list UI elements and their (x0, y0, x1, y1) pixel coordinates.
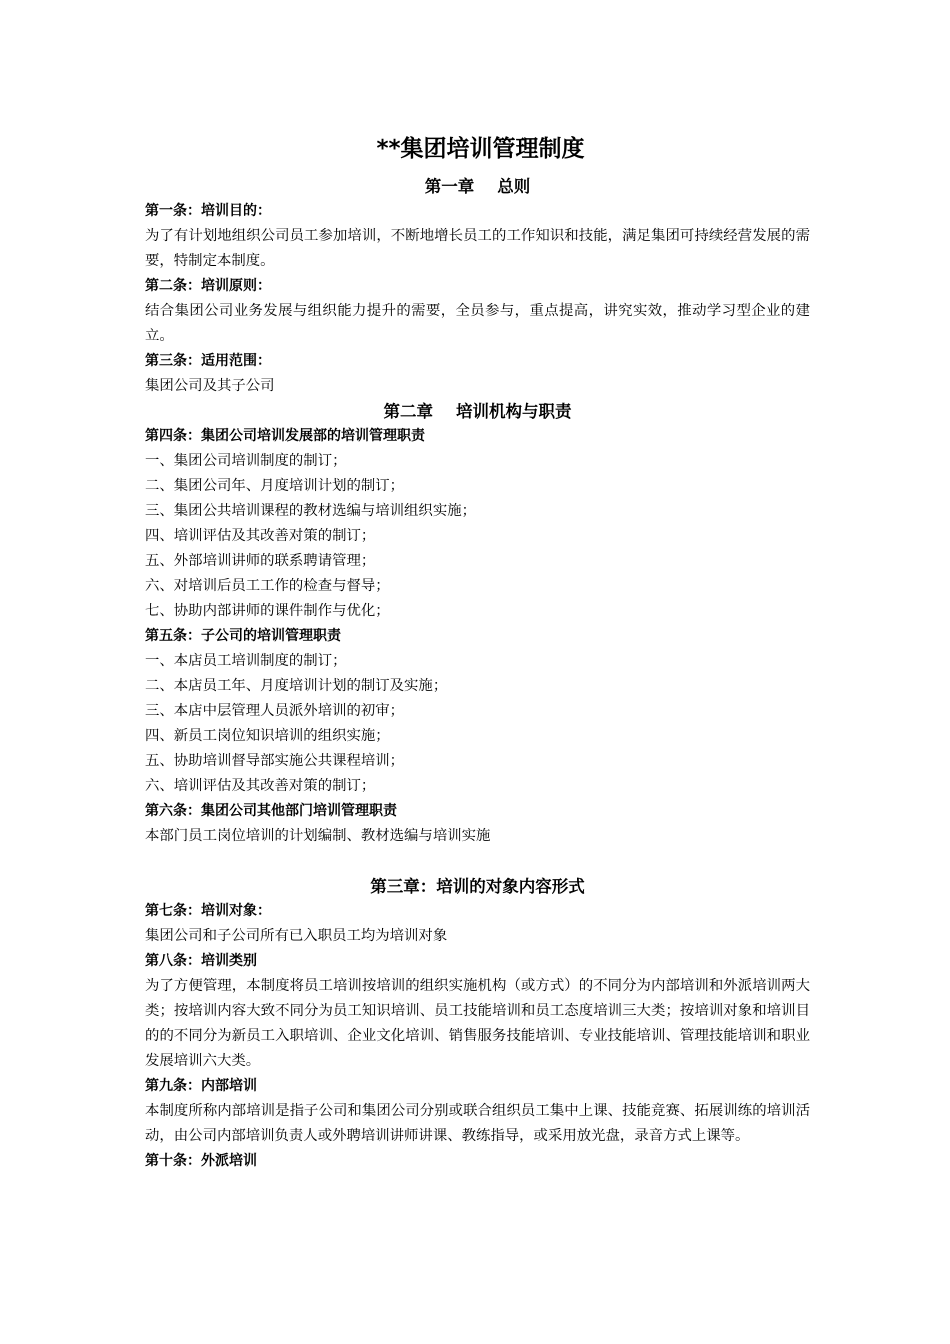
list-item: 二、集团公司年、月度培训计划的制订； (145, 478, 405, 494)
article-9-text: 本制度所称内部培训是指子公司和集团公司分别或联合组织员工集中上课、技能竞赛、拓展训练的培训活动，由公司内部培训负责人或外聘培训讲师讲课、教练指导，或采用放光盘，录音方式上课等。 (145, 1103, 810, 1144)
list-item: 一、本店员工培训制度的制订； (145, 653, 347, 669)
document-page (145, 132, 810, 1174)
list-item: 四、培训评估及其改善对策的制订； (145, 528, 376, 544)
list-item: 七、协助内部讲师的课件制作与优化； (145, 603, 390, 619)
article-9-heading: 第九条：内部培训 (145, 1078, 257, 1094)
article-4-heading: 第四条：集团公司培训发展部的培训管理职责 (145, 428, 425, 444)
article-6-heading: 第六条：集团公司其他部门培训管理职责 (145, 803, 397, 819)
article-7-text: 集团公司和子公司所有已入职员工均为培训对象 (145, 928, 448, 944)
list-item: 三、本店中层管理人员派外培训的初审； (145, 703, 405, 719)
document-title: **集团培训管理制度 (376, 136, 585, 162)
list-item: 三、集团公共培训课程的教材选编与培训组织实施； (145, 503, 476, 519)
article-2-heading: 第二条：培训原则： (145, 278, 271, 294)
list-item: 二、本店员工年、月度培训计划的制订及实施； (145, 678, 448, 694)
article-3-heading: 第三条：适用范围： (145, 353, 271, 369)
list-item: 一、集团公司培训制度的制订； (145, 453, 347, 469)
article-1-heading: 第一条：培训目的： (145, 203, 271, 219)
article-8-heading: 第八条：培训类别 (145, 953, 257, 969)
list-item: 五、协助培训督导部实施公共课程培训； (145, 753, 405, 769)
article-7-heading: 第七条：培训对象： (145, 903, 271, 919)
chapter-1-title: 第一章 总则 (424, 177, 531, 196)
list-item: 六、对培训后员工工作的检查与督导； (145, 578, 390, 594)
article-3-text: 集团公司及其子公司 (145, 378, 275, 394)
article-2-text: 结合集团公司业务发展与组织能力提升的需要，全员参与，重点提高，讲究实效，推动学习型企业的建立。 (145, 303, 810, 344)
article-8-text: 为了方便管理，本制度将员工培训按培训的组织实施机构（或方式）的不同分为内部培训和外派培训两大类；按培训内容大致不同分为员工知识培训、员工技能培训和员工态度培训三大类；按培训对象和培训目的的不同分为新员工入职培训、企业文化培训、销售服务技能培训、专业技能培训、管理技能培训和职业发展培训六大类。 (145, 978, 810, 1069)
chapter-3-title: 第三章：培训的对象内容形式 (370, 877, 585, 896)
article-10-heading: 第十条：外派培训 (145, 1153, 257, 1169)
article-1-text: 为了有计划地组织公司员工参加培训，不断地增长员工的工作知识和技能，满足集团可持续经营发展的需要，特制定本制度。 (145, 228, 810, 269)
list-item: 五、外部培训讲师的联系聘请管理； (145, 553, 376, 569)
list-item: 六、培训评估及其改善对策的制订； (145, 778, 376, 794)
article-5-heading: 第五条：子公司的培训管理职责 (145, 628, 341, 644)
article-6-text: 本部门员工岗位培训的计划编制、教材选编与培训实施 (145, 828, 491, 844)
list-item: 四、新员工岗位知识培训的组织实施； (145, 728, 390, 744)
chapter-2-title: 第二章 培训机构与职责 (383, 402, 572, 421)
